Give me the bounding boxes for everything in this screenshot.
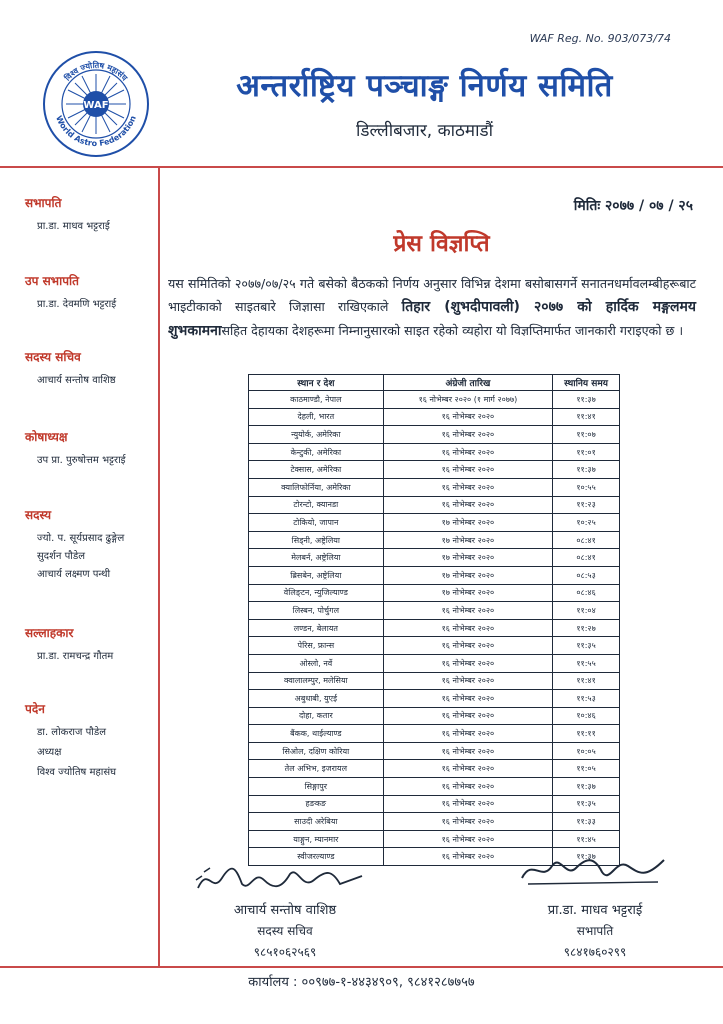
table-row xyxy=(249,426,620,444)
cell-time: ११:४५ xyxy=(553,830,620,848)
cell-date: १६ नोभेम्बर २०२० xyxy=(383,637,552,655)
member-name: प्रा.डा. देवमणि भट्टराई xyxy=(37,299,117,310)
cell-time: ११:०१ xyxy=(553,443,620,461)
member-role: अध्यक्ष xyxy=(37,747,62,758)
member-org: विश्व ज्योतिष महासंघ xyxy=(37,767,117,778)
cell-time: ०८:५३ xyxy=(553,566,620,584)
cell-place: लिस्बन, पोर्चुगल xyxy=(249,602,384,620)
reg-number: WAF Reg. No. 903/073/74 xyxy=(529,32,671,45)
signatory-right xyxy=(510,900,680,963)
sidebar-section-treasurer xyxy=(25,428,160,469)
cell-date: १६ नोभेम्बर २०२० xyxy=(383,725,552,743)
cell-place: टोकियो, जापान xyxy=(249,514,384,532)
member-name: प्रा.डा. रामचन्द्र गौतम xyxy=(37,651,114,662)
cell-place: ब्रिसबेन, अष्ट्रेलिया xyxy=(249,566,384,584)
member-name: उप प्रा. पुरुषोत्तम भट्टराई xyxy=(37,455,126,466)
cell-time: ११:३७ xyxy=(553,778,620,796)
table-row xyxy=(249,566,620,584)
waf-logo xyxy=(42,50,150,158)
table-row xyxy=(249,478,620,496)
cell-date: १६ नोभेम्बर २०२० xyxy=(383,654,552,672)
cell-date: १६ नोभेम्बर २०२० xyxy=(383,760,552,778)
table-row xyxy=(249,742,620,760)
cell-date: १६ नोभेम्बर २०२० xyxy=(383,830,552,848)
member-name: आचार्य सन्तोष वाशिष्ठ xyxy=(37,375,116,386)
table-row xyxy=(249,795,620,813)
cell-time: ११:०५ xyxy=(553,760,620,778)
cell-time: १०:२५ xyxy=(553,514,620,532)
table-row xyxy=(249,778,620,796)
body-part-1: यस समितिको २०७७/०७/२५ गते बसेको बैठकको निर्णय अनुसार विभिन्न देशमा बसोबासगर्ने सनातनधर्मावलम्बीहरूबाट भाइटीकाको साइतबारे जिज्ञासा राखिएकाले xyxy=(168,276,696,314)
schedule-table xyxy=(248,374,620,866)
member-name: प्रा.डा. माधव भट्टराई xyxy=(37,221,110,232)
cell-date: १६ नोभेम्बर २०२० xyxy=(383,795,552,813)
press-release-title: प्रेस विज्ञप्ति xyxy=(393,231,490,257)
table-row xyxy=(249,725,620,743)
table-row xyxy=(249,654,620,672)
cell-time: ११:३७ xyxy=(553,391,620,409)
cell-time: ११:३५ xyxy=(553,795,620,813)
logo-bottom-text: World Astro Federation xyxy=(54,114,138,149)
cell-time: ११:०७ xyxy=(553,426,620,444)
body-part-2: सहित देहायका देशहरूमा निम्नानुसारको साइत रहेको व्यहोरा यो विज्ञप्तिमार्फत जानकारी गराइएको छ । xyxy=(221,323,684,338)
cell-date: १७ नोभेम्बर २०२० xyxy=(383,549,552,567)
cell-time: ११:११ xyxy=(553,725,620,743)
cell-time: ११:०४ xyxy=(553,602,620,620)
cell-place: अबुधाबी, युएई xyxy=(249,690,384,708)
cell-place: काठमाण्डौ, नेपाल xyxy=(249,391,384,409)
org-address: डिल्लीबजार, काठमाडौं xyxy=(356,121,493,141)
signature-left xyxy=(190,858,370,900)
release-body xyxy=(168,272,696,343)
table-row xyxy=(249,619,620,637)
signatory-role: सभापति xyxy=(576,924,614,938)
cell-time: ११:३३ xyxy=(553,813,620,831)
cell-place: न्युयोर्क, अमेरिका xyxy=(249,426,384,444)
signature-right xyxy=(518,848,668,892)
section-title: सदस्य xyxy=(25,508,52,522)
table-row xyxy=(249,584,620,602)
sidebar-section-chair xyxy=(25,194,160,235)
section-title: उप सभापति xyxy=(25,274,79,288)
cell-date: १६ नोभेम्बर २०२० (१ मार्ग २०७७) xyxy=(383,391,552,409)
sidebar-section-members xyxy=(25,506,160,583)
cell-place: दोहा, कतार xyxy=(249,707,384,725)
table-row xyxy=(249,443,620,461)
cell-time: ११:३७ xyxy=(553,848,620,866)
cell-place: सिओल, दक्षिण कोरिया xyxy=(249,742,384,760)
table-row xyxy=(249,549,620,567)
column-header-date: अंग्रेजी तारिख xyxy=(383,375,552,391)
column-header-place: स्थान र देश xyxy=(249,375,384,391)
cell-place: याङ्गुन, म्यानमार xyxy=(249,830,384,848)
signatory-phone: ९८५१०६२५६९ xyxy=(253,945,317,959)
cell-time: ११:५५ xyxy=(553,654,620,672)
member-list xyxy=(37,531,160,583)
cell-date: १६ नोभेम्बर २०२० xyxy=(383,690,552,708)
header-divider xyxy=(0,166,723,168)
table-row xyxy=(249,461,620,479)
signatory-left xyxy=(200,900,370,963)
cell-place: लण्डन, बेलायत xyxy=(249,619,384,637)
cell-time: १०:४६ xyxy=(553,707,620,725)
member-name: आचार्य लक्ष्मण पन्थी xyxy=(37,569,111,580)
table-row xyxy=(249,408,620,426)
table-header-row xyxy=(249,375,620,391)
section-title: कोषाध्यक्ष xyxy=(25,430,68,444)
cell-time: ११:२३ xyxy=(553,496,620,514)
cell-time: ०८:४१ xyxy=(553,549,620,567)
sidebar-section-secretary xyxy=(25,348,160,389)
cell-date: १७ नोभेम्बर २०२० xyxy=(383,514,552,532)
table-row xyxy=(249,531,620,549)
cell-date: १६ नोभेम्बर २०२० xyxy=(383,813,552,831)
cell-place: वेलिङ्टन, न्युजिल्याण्ड xyxy=(249,584,384,602)
sidebar-section-vice-chair xyxy=(25,272,160,313)
table-row xyxy=(249,813,620,831)
cell-place: साउदी अरेबिया xyxy=(249,813,384,831)
table-row xyxy=(249,672,620,690)
member-name: ज्यो. प. सूर्यप्रसाद ढुङ्गेल xyxy=(37,533,125,544)
logo-top-text: विश्व ज्योतिष महासंघ xyxy=(62,60,130,83)
cell-time: ११:२७ xyxy=(553,619,620,637)
cell-place: देहली, भारत xyxy=(249,408,384,426)
cell-place: मेलबर्न, अष्ट्रेलिया xyxy=(249,549,384,567)
cell-date: १६ नोभेम्बर २०२० xyxy=(383,602,552,620)
cell-date: १७ नोभेम्बर २०२० xyxy=(383,566,552,584)
table-row xyxy=(249,514,620,532)
cell-date: १६ नोभेम्बर २०२० xyxy=(383,778,552,796)
cell-place: पेरिस, फ्रान्स xyxy=(249,637,384,655)
sidebar-section-ex-officio xyxy=(25,700,160,781)
cell-date: १६ नोभेम्बर २०२० xyxy=(383,496,552,514)
org-name: अन्तर्राष्ट्रिय पञ्चाङ्ग निर्णय समिति xyxy=(236,68,613,104)
table-row xyxy=(249,637,620,655)
cell-time: ११:५३ xyxy=(553,690,620,708)
cell-time: १०:०५ xyxy=(553,742,620,760)
section-title: सदस्य सचिव xyxy=(25,350,81,364)
section-title: सल्लाहकार xyxy=(25,626,74,640)
cell-place: क्यालिफोर्निया, अमेरिका xyxy=(249,478,384,496)
cell-place: सिड्नी, अष्ट्रेलिया xyxy=(249,531,384,549)
logo-center-text: WAF xyxy=(83,100,109,111)
table-row xyxy=(249,830,620,848)
table-row xyxy=(249,707,620,725)
table-row xyxy=(249,391,620,409)
member-list xyxy=(37,725,160,781)
cell-place: हङकङ xyxy=(249,795,384,813)
cell-place: तेल अभिभ, इजरायल xyxy=(249,760,384,778)
section-title: सभापति xyxy=(25,196,62,210)
office-contact: कार्यालय : ००९७७-१-४४३४९०९, ९८४१२८७७५७ xyxy=(248,975,475,990)
cell-date: १६ नोभेम्बर २०२० xyxy=(383,426,552,444)
cell-date: १६ नोभेम्बर २०२० xyxy=(383,848,552,866)
sidebar-section-advisor xyxy=(25,624,160,665)
signatory-name: प्रा.डा. माधव भट्टराई xyxy=(547,903,643,918)
cell-time: ०८:४१ xyxy=(553,531,620,549)
cell-time: ११:४१ xyxy=(553,408,620,426)
cell-place: टेक्सास, अमेरिका xyxy=(249,461,384,479)
cell-time: १०:५५ xyxy=(553,478,620,496)
cell-place: क्वालालम्पुर, मलेसिया xyxy=(249,672,384,690)
cell-date: १७ नोभेम्बर २०२० xyxy=(383,531,552,549)
cell-date: १७ नोभेम्बर २०२० xyxy=(383,584,552,602)
table-row xyxy=(249,760,620,778)
cell-date: १६ नोभेम्बर २०२० xyxy=(383,478,552,496)
cell-date: १६ नोभेम्बर २०२० xyxy=(383,742,552,760)
cell-date: १६ नोभेम्बर २०२० xyxy=(383,672,552,690)
cell-time: ११:४१ xyxy=(553,672,620,690)
table-row xyxy=(249,496,620,514)
table-row xyxy=(249,690,620,708)
signatory-name: आचार्य सन्तोष वाशिष्ठ xyxy=(233,903,337,918)
cell-place: सिङ्गापुर xyxy=(249,778,384,796)
member-name: सुदर्शन पौडेल xyxy=(37,551,85,562)
cell-place: बैंकक, थाईल्याण्ड xyxy=(249,725,384,743)
section-title: पदेन xyxy=(25,702,45,716)
cell-date: १६ नोभेम्बर २०२० xyxy=(383,619,552,637)
cell-time: ११:३५ xyxy=(553,637,620,655)
body-bold-greeting: तिहार (शुभदीपावली) २०७७ को हार्दिक मङ्गलमय शुभकामना xyxy=(168,299,696,339)
footer-divider xyxy=(0,966,723,968)
cell-place: ओस्लो, नर्वे xyxy=(249,654,384,672)
signatory-role: सदस्य सचिव xyxy=(257,924,313,938)
cell-date: १६ नोभेम्बर २०२० xyxy=(383,443,552,461)
member-name: डा. लोकराज पौडेल xyxy=(37,727,107,738)
table-row xyxy=(249,602,620,620)
cell-place: स्वीजरल्याण्ड xyxy=(249,848,384,866)
cell-time: ११:३७ xyxy=(553,461,620,479)
cell-date: १६ नोभेम्बर २०२० xyxy=(383,707,552,725)
cell-date: १६ नोभेम्बर २०२० xyxy=(383,461,552,479)
cell-place: टोरन्टो, क्यानडा xyxy=(249,496,384,514)
column-header-time: स्थानिय समय xyxy=(553,375,620,391)
signatory-phone: ९८४१७६०२९९ xyxy=(563,945,627,959)
document-date: मितिः २०७७ / ०७ / २५ xyxy=(573,198,693,214)
cell-time: ०८:४६ xyxy=(553,584,620,602)
cell-place: केन्टुकी, अमेरिका xyxy=(249,443,384,461)
cell-date: १६ नोभेम्बर २०२० xyxy=(383,408,552,426)
